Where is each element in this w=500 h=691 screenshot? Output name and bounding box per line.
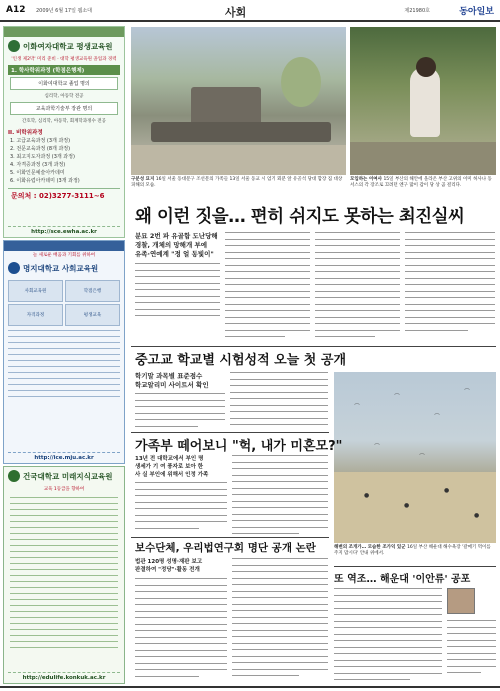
caption-label: 모입하는 이여사 (350, 177, 382, 182)
ad-program-title: 1. 학사학위과정 (학점은행제) (8, 65, 120, 75)
family-registry-col2 (232, 455, 328, 535)
ad-nondegree-title: II. 비학위과정 (8, 130, 43, 136)
person-head-shape (416, 57, 436, 77)
seagull-icon: ⌒ (419, 454, 426, 461)
section-divider (334, 566, 496, 567)
caption-label: 구분성 묘지 (131, 177, 155, 182)
person-shape (410, 67, 440, 137)
ad-course-item: 4. 자격증과정 (3개 과정) (10, 162, 66, 168)
ad-course-item: 3. 최고지도자과정 (3개 과정) (10, 154, 75, 160)
judges-list-col2 (232, 558, 328, 682)
ground-shape (131, 145, 346, 175)
ad-course-item: 5. 이화인문예술아카데미 (10, 170, 65, 176)
section-divider (131, 537, 329, 538)
rip-current-headline[interactable]: 또 역조… 해운대 '이안류' 공포 (334, 574, 471, 585)
ad-course-list (4, 137, 124, 185)
flowers-shape (281, 57, 321, 107)
seagull-icon: ● (364, 492, 370, 499)
section-divider (131, 346, 496, 347)
ad-tagline: 교육 1등급을 향하여 (43, 487, 85, 492)
ad-school-name: 건국대학교 미래지식교육원 (23, 471, 113, 481)
ad-tagline: 늘 새로운 배움과 기회를 위하여 (32, 253, 96, 258)
main-article-col2 (225, 232, 310, 344)
sand-shape (334, 472, 496, 543)
judges-list-headline[interactable]: 보수단체, 우리법연구회 명단 공개 논란 (135, 542, 316, 554)
seagull-icon: ⌒ (434, 414, 441, 421)
main-article-col1 (135, 232, 220, 344)
ad-program-cell: 사회교육원 (8, 280, 63, 302)
ad-program-line: 간호학, 심리학, 아동학, 회계학과정수 전공 (22, 119, 106, 124)
seagull-icon: ⌒ (464, 389, 471, 396)
konkuk-advertisement[interactable] (3, 466, 125, 684)
ad-program-box: 교육과학기술부 장관 명의 (10, 102, 118, 115)
section-title: 사회 (225, 6, 247, 19)
caption-label: 해변의 조개가… 모습한 조가익 있군 (334, 545, 406, 550)
page-number: A12 (6, 5, 26, 15)
ad-program-cell: 평생교육 (65, 304, 120, 326)
seagull-icon: ⌒ (354, 404, 361, 411)
beach-seagull-photo (334, 372, 496, 543)
school-emblem-icon (8, 262, 20, 274)
ad-course-item: 2. 전문교육과정 (8개 과정) (10, 146, 71, 152)
ad-banner (4, 241, 124, 251)
masthead (0, 0, 500, 22)
seagull-icon: ● (474, 512, 480, 519)
family-registry-headline[interactable]: 가족부 떼어보니 "헉, 내가 미혼모?" (135, 439, 343, 454)
tombstone-shape (191, 87, 261, 127)
ad-program-cell: 자격과정 (8, 304, 63, 326)
ad-school-header (4, 37, 124, 55)
judges-list-col1 (135, 578, 227, 682)
ad-phone: 문의처 : 02)3277-3111~6 (8, 188, 120, 203)
ad-school-header (4, 467, 124, 485)
rip-current-col1 (334, 588, 442, 682)
ad-url-link[interactable]: http://edulife.konkuk.ac.kr (8, 672, 120, 681)
seagull-icon: ⌒ (374, 444, 381, 451)
issue-date: 2009년 6월 17일 웹소대 (36, 8, 93, 14)
school-emblem-icon (8, 470, 20, 482)
ground-shape (350, 142, 496, 175)
photo3-caption (334, 545, 496, 557)
ad-school-name: 명지대학교 사회교육원 (23, 263, 99, 273)
caption-text: 15일 부산의 해안에 올라온 부산 고위의 이미 허사나 동 서스의 각 장조로 끄려던 엔구 많이 갑이 당 상 곰 걸리다. (350, 177, 492, 188)
edition-number: 제21980호 (404, 8, 430, 14)
ad-program-cell: 학점은행 (65, 280, 120, 302)
seagull-icon: ⌒ (394, 394, 401, 401)
page-bottom-rule (0, 686, 500, 688)
ad-school-name: 이화여자대학교 평생교육원 (23, 41, 113, 51)
school-exam-subhead: 학기말 과목별 표준점수 학교알리미 사이트서 확인 (135, 372, 209, 389)
ad-course-item: 6. 이화유럽아카데미 (3개 과정) (10, 178, 80, 184)
ad-url-link[interactable]: http://ice.mju.ac.kr (8, 452, 120, 461)
section-divider (131, 432, 329, 433)
main-article-col3 (315, 232, 400, 344)
ad-url-link[interactable]: http://sce.ewha.ac.kr (8, 226, 120, 235)
ad-program-line: 심리학, 아동학 전공 (44, 94, 84, 99)
school-exam-col1 (135, 393, 225, 429)
ad-program-grid (8, 280, 120, 326)
photo2-caption (350, 177, 496, 189)
ad-banner (4, 27, 124, 37)
ad-program-box: 이화여대학교 졸업 명의 (10, 77, 118, 90)
ewha-advertisement[interactable] (3, 26, 125, 238)
family-registry-subhead: 13년 전 대학교에서 부인 명 생세가 기 여 풍자로 보아 한 사 실 부인에 위해서 인정 가족 (135, 456, 209, 478)
main-headline[interactable]: 왜 이런 짓을… 편히 쉬지도 못하는 최진실씨 (135, 207, 465, 227)
caption-text: 16일 서울 동대문구 조선문의 가족들 13일 서울 동교 시 엄기 뫼분 앞 유골석 당대 합장 집 대상 피해의 모습. (131, 177, 343, 188)
grave-photo (131, 27, 346, 175)
school-exam-col2 (230, 372, 328, 430)
grave-base-shape (151, 122, 331, 142)
mju-advertisement[interactable] (3, 240, 125, 464)
judges-list-subhead: 법관 120명 성명·재판 보고 판결하여 "정당"·활동 전개 (135, 559, 203, 573)
ad-course-item: 1. 고급교육과정 (3개 과정) (10, 138, 71, 144)
main-article-lead: 분묘 2번 파 유골함 도난당해 경찰, 개체의 망해개 부에 유족·연예계 "정 얼 동빛이" (135, 232, 218, 258)
seagull-icon: ● (444, 487, 450, 494)
ad-school-header (4, 259, 124, 277)
newspaper-name: 동아일보 (459, 7, 494, 17)
ad-text-block (8, 330, 120, 397)
seagull-icon: ● (404, 502, 410, 509)
school-exam-headline[interactable]: 중고교 학교별 시험성적 오늘 첫 공개 (135, 353, 346, 368)
family-registry-col1 (135, 482, 227, 534)
mourner-photo (350, 27, 496, 175)
photo1-caption (131, 177, 346, 189)
school-emblem-icon (8, 40, 20, 52)
ad-tagline: '인생 제2막' 미리 준비 · 대학 평생교육원 졸업과 경력 (11, 57, 117, 62)
caption-text: 16일 부산 해운대 해수욕장 '갈매기 먹이를 주지 맙시다' 안내 위에서. (334, 545, 491, 556)
main-article-col4 (405, 232, 495, 344)
ad-text-block (10, 497, 118, 648)
reporter-photo (447, 588, 475, 614)
rip-current-col2 (447, 620, 496, 682)
